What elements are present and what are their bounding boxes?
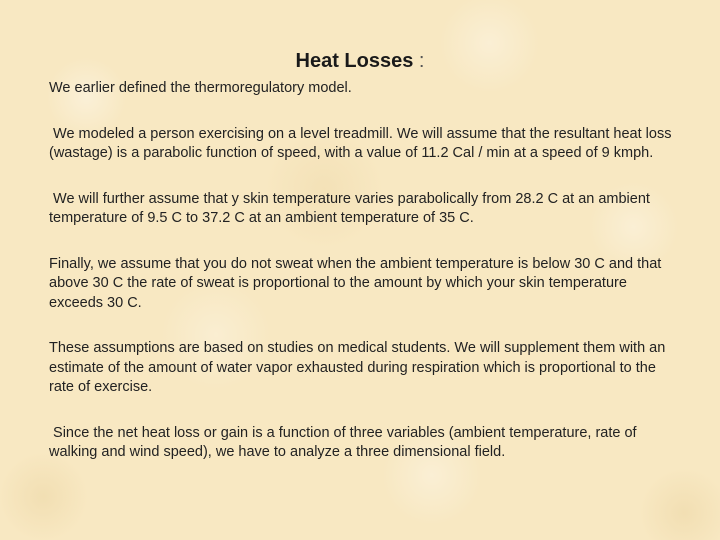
paragraph-assumptions-source: These assumptions are based on studies on medical students. We will supplement them with an estimate of the amount of water vapor exhausted during respiration which is proportional to the rate of exercise. xyxy=(49,340,670,395)
paragraph-skin-temperature: We will further assume that y skin temperature varies parabolically from 28.2 C at an ambient temperature of 9.5 C to 37.2 C at an ambient temperature of 35 C. xyxy=(49,190,654,226)
paragraph-sweat-rate: Finally, we assume that you do not sweat when the ambient temperature is below 30 C and that above 30 C the rate of sweat is proportional to the amount by which your skin temperature exceeds 30 C. xyxy=(49,255,666,311)
paragraph-treadmill-heat-loss: We modeled a person exercising on a level treadmill. We will assume that the resultant heat loss (wastage) is a parabolic function of speed, with a value of 11.2 Cal / min at a speed of 9 kmph. xyxy=(49,125,676,161)
paragraph-three-dimensional-field: Since the net heat loss or gain is a function of three variables (ambient temperature, rate of walking and wind speed), we have to analyze a three dimensional field. xyxy=(49,424,641,460)
slide-title-separator: : xyxy=(413,50,425,72)
slide-body xyxy=(49,79,679,463)
paragraph-model-definition: We earlier defined the thermoregulatory model. xyxy=(49,80,352,96)
slide-title-text: Heat Losses xyxy=(295,50,414,72)
slide-title xyxy=(0,49,720,73)
